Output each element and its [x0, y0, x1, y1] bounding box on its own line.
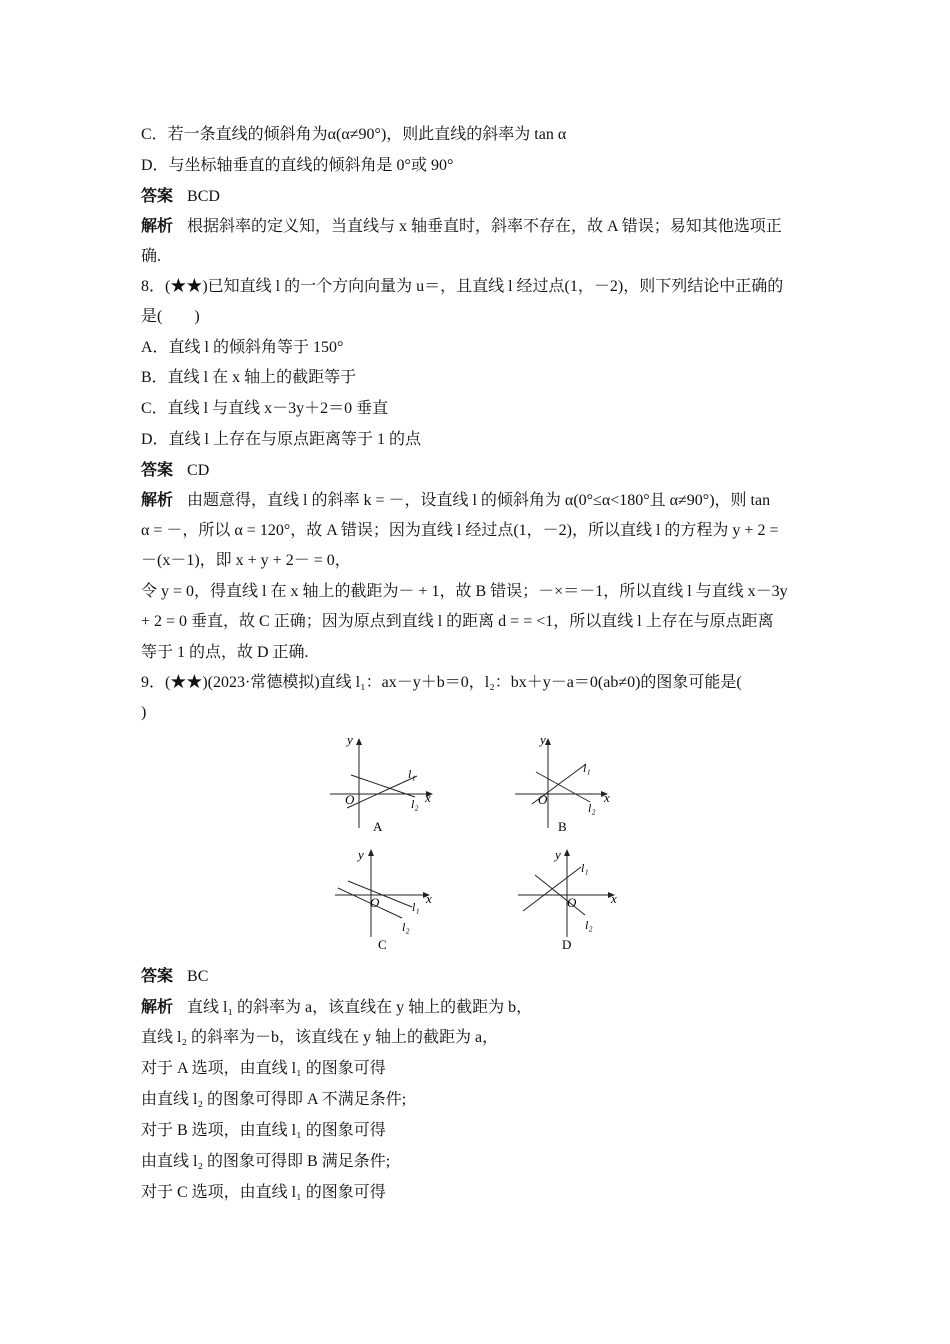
y-label: y — [555, 847, 561, 862]
q8-analysis-line-5: + 2 = 0 垂直，故 C 正确；因为原点到直线 l 的距离 d = = <1，所以直线 l 上存在与原点距离 — [141, 613, 774, 630]
l2-label: l₂ — [402, 920, 410, 934]
figure-caption: C — [378, 937, 387, 952]
q8-option-a: A．直线 l 的倾斜角等于 150° — [141, 339, 344, 356]
x-label: x — [604, 790, 610, 805]
figure-option-c — [330, 845, 445, 955]
q9-analysis-line-6: 由直线 l₂ 的图象可得即 B 满足条件; — [141, 1153, 391, 1170]
q8-analysis-line-1 — [141, 491, 811, 511]
q7-analysis-line-1 — [141, 217, 811, 237]
line-l1 — [347, 776, 417, 808]
q8-option-d: D．直线 l 上存在与原点距离等于 1 的点 — [141, 431, 422, 448]
q8-analysis-line-2: α = －，所以 α = 120°，故 A 错误；因为直线 l 经过点(1，－2)，所以直线 l 的方程为 y + 2 = — [141, 522, 779, 539]
q9-analysis-line-3: 对于 A 选项，由直线 l₁ 的图象可得 — [141, 1060, 386, 1077]
y-axis-arrow-icon — [564, 849, 570, 856]
q7-option-c: C．若一条直线的倾斜角为α(α≠90°)，则此直线的斜率为 tan α — [141, 126, 567, 143]
l1-label: l₁ — [583, 761, 591, 775]
answer-label: 答案 — [141, 188, 174, 205]
q8-option-b: B．直线 l 在 x 轴上的截距等于 — [141, 369, 357, 386]
analysis-label: 解析 — [141, 492, 174, 509]
q9-stem-line-2: ) — [141, 704, 147, 721]
origin-label: O — [538, 792, 548, 807]
q9-analysis-line-2: 直线 l₂ 的斜率为－b，该直线在 y 轴上的截距为 a， — [141, 1029, 499, 1046]
figure-option-a — [325, 730, 440, 840]
q9-stem-line-1: 9．(★★)(2023·常德模拟)直线 l₁：ax－y＋b＝0，l₂：bx＋y－a＝0(ab≠0)的图象可能是( — [141, 674, 742, 691]
q9-analysis-line-5: 对于 B 选项，由直线 l₁ 的图象可得 — [141, 1122, 386, 1139]
figure-caption: A — [373, 819, 383, 834]
answer-label: 答案 — [141, 462, 174, 479]
answer-value: BCD — [187, 188, 220, 205]
q9-analysis-line-4: 由直线 l₂ 的图象可得即 A 不满足条件; — [141, 1091, 407, 1108]
l2-label: l₂ — [588, 801, 596, 815]
q8-analysis-line-6: 等于 1 的点，故 D 正确. — [141, 644, 309, 661]
analysis-label: 解析 — [141, 999, 174, 1016]
q7-analysis-line-2: 确. — [141, 248, 162, 265]
q9-analysis-line-7: 对于 C 选项，由直线 l₁ 的图象可得 — [141, 1184, 386, 1201]
q8-option-c: C．直线 l 与直线 x－3y＋2＝0 垂直 — [141, 400, 389, 417]
q8-analysis-line-4: 令 y = 0，得直线 l 在 x 轴上的截距为－ + 1，故 B 错误；－×＝－1，所以直线 l 与直线 x－3y — [141, 583, 788, 600]
q7-option-d: D．与坐标轴垂直的直线的倾斜角是 0°或 90° — [141, 157, 454, 174]
origin-label: O — [370, 895, 380, 910]
analysis-text: 由题意得，直线 l 的斜率 k = －，设直线 l 的倾斜角为 α(0°≤α<180°且 α≠90°)，则 tan — [187, 492, 771, 509]
l1-label: l₁ — [581, 861, 589, 875]
figure-option-b — [510, 730, 625, 840]
q9-analysis-line-1 — [141, 998, 811, 1018]
q8-analysis-line-3: －(x－1)，即 x + y + 2－ = 0， — [141, 552, 351, 569]
figure-option-d — [515, 845, 630, 955]
x-label: x — [425, 790, 431, 805]
q9-answer — [141, 967, 811, 987]
y-label: y — [347, 732, 353, 747]
x-label: x — [611, 891, 617, 906]
q8-stem-line-2: 是( ) — [141, 308, 200, 325]
l1-label: l₁ — [408, 767, 416, 781]
line-l1 — [348, 881, 412, 907]
y-label: y — [540, 732, 546, 747]
y-axis-arrow-icon — [545, 738, 551, 745]
x-label: x — [426, 891, 432, 906]
y-axis-arrow-icon — [356, 738, 362, 745]
q7-answer — [141, 187, 811, 207]
l2-label: l₂ — [585, 918, 593, 932]
figure-caption: D — [562, 937, 572, 952]
analysis-label: 解析 — [141, 218, 174, 235]
answer-value: CD — [187, 462, 210, 479]
y-axis-arrow-icon — [368, 849, 374, 856]
answer-value: BC — [187, 968, 209, 985]
y-label: y — [358, 847, 364, 862]
origin-label: O — [345, 792, 355, 807]
origin-label: O — [567, 895, 577, 910]
analysis-text: 根据斜率的定义知，当直线与 x 轴垂直时，斜率不存在，故 A 错误；易知其他选项正 — [187, 218, 782, 235]
l1-label: l₁ — [412, 900, 420, 914]
figure-caption: B — [558, 819, 567, 834]
q8-stem-line-1: 8．(★★)已知直线 l 的一个方向向量为 u＝，且直线 l 经过点(1，－2)，则下列结论中正确的 — [141, 278, 784, 295]
q8-answer — [141, 461, 811, 481]
analysis-text: 直线 l₁ 的斜率为 a，该直线在 y 轴上的截距为 b， — [187, 999, 533, 1016]
answer-label: 答案 — [141, 968, 174, 985]
l2-label: l₂ — [411, 797, 419, 811]
